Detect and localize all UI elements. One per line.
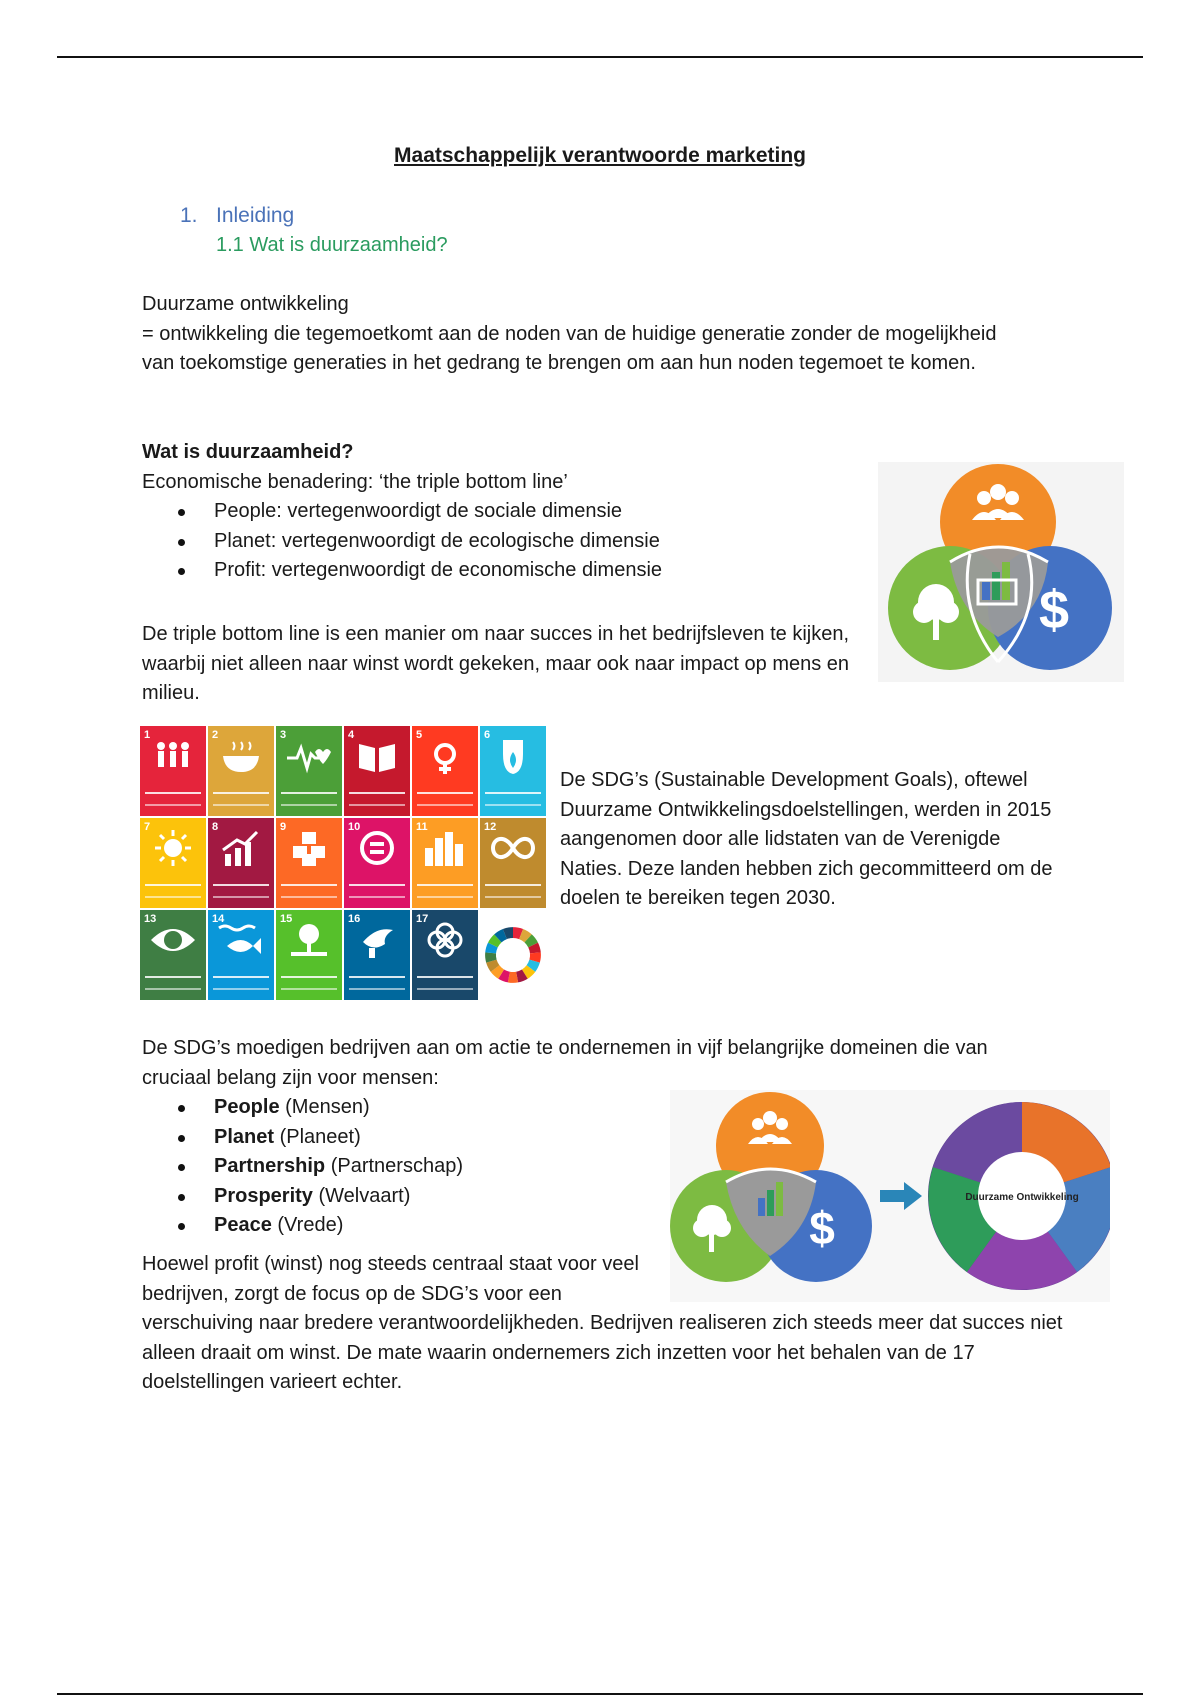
cycle-center-label: Duurzame Ontwikkeling [965, 1192, 1079, 1203]
sdg-tile-7 [140, 818, 206, 908]
sdg-tile-13 [140, 910, 206, 1000]
closing-paragraph-short: Hoewel profit (winst) nog steeds centraal staat voor veel bedrijven, zorgt de focus op de SDG’s voor een [142, 1253, 639, 1305]
sdg-tile-number: 15 [280, 913, 293, 925]
sdg-tile-8 [208, 818, 274, 908]
heartbeat-icon [285, 738, 333, 776]
subheading-duurzaamheid: 1.1 Wat is duurzaamheid? [216, 234, 448, 256]
sdg-tile-caption [213, 976, 269, 990]
domains-list [142, 1093, 662, 1241]
sdg-tile-6 [480, 726, 546, 816]
sdg-tile-number: 5 [416, 729, 423, 741]
dollar-sign-icon: $ [1038, 580, 1070, 640]
tbl-paragraph: De triple bottom line is een manier om naar succes in het bedrijfsleven te kijken, waarbij niet alleen naar winst wordt gekeken, maar ook naar impact op mens en milieu. [142, 623, 850, 704]
sdg-wheel-icon [482, 915, 544, 995]
sdg-tile-number: 8 [212, 821, 219, 833]
closing-paragraph-long: verschuiving naar bredere verantwoordelijkheden. Bedrijven realiseren zich steeds meer dat succes niet alleen draait om winst. De mate waarin ondernemers zich inzetten voor het behalen van de 17 doelstellingen varieert echter. [142, 1312, 1063, 1393]
sdg-tile-caption [213, 792, 269, 806]
page-title: Maatschappelijk verantwoorde marketing [394, 144, 806, 167]
sdg-tile-caption [417, 884, 473, 898]
city-icon [421, 830, 469, 868]
sdg-tile-11 [412, 818, 478, 908]
sdg-tile-wheel [480, 910, 546, 1000]
list-item: People (Mensen) [142, 1093, 662, 1123]
sdg-tile-number: 6 [484, 729, 491, 741]
gender-icon [421, 738, 469, 776]
sdg-tile-caption [145, 884, 201, 898]
sdg-tile-16 [344, 910, 410, 1000]
equality-icon [353, 830, 401, 868]
water-drop-icon [489, 738, 537, 776]
sdg-tile-caption [349, 884, 405, 898]
sdg-tile-caption [145, 976, 201, 990]
list-item: Peace (Vrede) [142, 1211, 662, 1241]
header-rule [57, 56, 1143, 58]
sdg-tile-10 [344, 818, 410, 908]
definition-text: = ontwikkeling die tegemoetkomt aan de noden van de huidige generatie zonder de mogelijkheid van toekomstige generaties in het gedrang te brengen om aan hun noden tegemoet te komen. [142, 322, 997, 374]
list-item: Partnership (Partnerschap) [142, 1152, 662, 1182]
heading-inleiding [180, 204, 294, 228]
sdg-tile-caption [145, 792, 201, 806]
section-heading: Wat is duurzaamheid? [142, 441, 354, 463]
list-item: Profit: vertegenwoordigt de economische dimensie [142, 556, 862, 586]
sdg-tile-15 [276, 910, 342, 1000]
section-intro: Economische benadering: ‘the triple bottom line’ [142, 470, 568, 493]
sdg-tile-number: 11 [416, 821, 428, 833]
sdg-tile-caption [281, 976, 337, 990]
heading-number: 1. [180, 204, 198, 227]
list-item: People: vertegenwoordigt de sociale dimensie [142, 497, 862, 527]
sdg-tile-12 [480, 818, 546, 908]
cubes-icon [285, 830, 333, 868]
sdg-tile-caption [213, 884, 269, 898]
dollar-sign-icon: $ [809, 1202, 835, 1254]
sdg-tile-4 [344, 726, 410, 816]
sdg-tile-14 [208, 910, 274, 1000]
growth-chart-icon [217, 830, 265, 868]
sdg-tile-number: 1 [144, 729, 151, 741]
triple-bottom-line-venn [878, 462, 1124, 682]
people-icon [149, 738, 197, 776]
rings-icon [421, 922, 469, 960]
sdg-tile-caption [417, 792, 473, 806]
sdg-tile-3 [276, 726, 342, 816]
sdg-tile-caption [485, 884, 541, 898]
definition-term: Duurzame ontwikkeling [142, 293, 349, 315]
sdg-tile-number: 2 [212, 729, 219, 741]
sdg-tile-number: 10 [348, 821, 361, 833]
sun-icon [149, 830, 197, 868]
triple-bottom-line-block [142, 438, 862, 586]
sdg-tile-9 [276, 818, 342, 908]
book-icon [353, 738, 401, 776]
sdg-tile-caption [349, 976, 405, 990]
list-item: Prosperity (Welvaart) [142, 1182, 662, 1212]
sdg-tile-caption [417, 976, 473, 990]
sdg-goals-grid [140, 726, 544, 1002]
sdg-tile-number: 14 [212, 913, 225, 925]
sdg-tile-number: 12 [484, 821, 497, 833]
sdg-tile-number: 9 [280, 821, 287, 833]
sdg-tile-2 [208, 726, 274, 816]
domains-list-block [142, 1093, 662, 1241]
list-item: Planet (Planeet) [142, 1123, 662, 1153]
sdg-tile-5 [412, 726, 478, 816]
fish-icon [217, 922, 265, 960]
domains-intro: De SDG’s moedigen bedrijven aan om actie te ondernemen in vijf belangrijke domeinen die van cruciaal belang zijn voor mensen: [142, 1037, 988, 1089]
sdg-tile-number: 17 [416, 913, 429, 925]
sdg-tile-17 [412, 910, 478, 1000]
list-item: Planet: vertegenwoordigt de ecologische dimensie [142, 527, 862, 557]
sdg-paragraph: De SDG’s (Sustainable Development Goals), oftewel Duurzame Ontwikkelingsdoelstellingen, werden in 2015 aangenomen door alle lidstaten van de Verenigde Naties. Deze landen hebben zich gecommitteerd om de doelen te bereiken tegen 2030. [560, 769, 1053, 909]
footer-rule [57, 1693, 1143, 1695]
sdg-tile-caption [281, 792, 337, 806]
sdg-domains-figure [670, 1090, 1110, 1302]
sdg-tile-caption [281, 884, 337, 898]
infinity-icon [489, 830, 537, 868]
sdg-tile-number: 16 [348, 913, 361, 925]
sdg-tile-number: 3 [280, 729, 287, 741]
sdg-tile-caption [485, 792, 541, 806]
dove-icon [353, 922, 401, 960]
heading-text: Inleiding [216, 204, 295, 227]
sdg-tile-caption [349, 792, 405, 806]
tbl-bullet-list [142, 497, 862, 586]
eye-globe-icon [149, 922, 197, 960]
sustainable-development-cycle [928, 1102, 1110, 1290]
tree-icon [285, 922, 333, 960]
sdg-tile-number: 13 [144, 913, 157, 925]
bowl-icon [217, 738, 265, 776]
sdg-tile-number: 7 [144, 821, 151, 833]
definition-block [142, 290, 1022, 379]
sdg-tile-1 [140, 726, 206, 816]
sdg-tile-number: 4 [348, 729, 355, 741]
